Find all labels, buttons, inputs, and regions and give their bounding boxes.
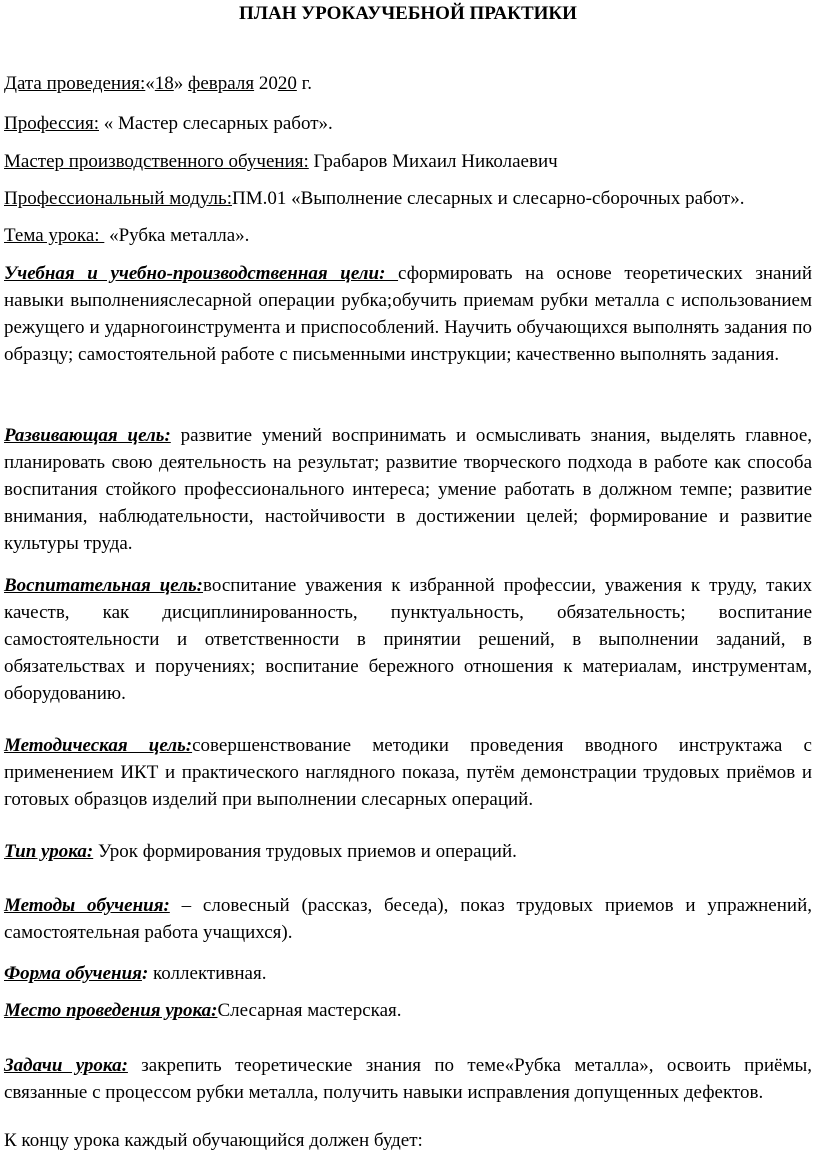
lesson-type-text: Урок формирования трудовых приемов и операций. [93,841,517,862]
tasks-text: закрепить теоретические знания по теме«Рубка металла», освоить приёмы, связанные с процессом рубки металла, получить навыки исправления допущенных дефектов. [4,1055,812,1103]
form-paragraph [4,960,812,987]
upbringing-goal-paragraph [4,572,812,707]
lesson-type-paragraph [4,838,812,865]
date-day: 18 [154,73,174,94]
tasks-paragraph [4,1052,812,1106]
date-year-prefix: 20 [254,73,278,94]
tasks-label: Задачи урока: [4,1055,128,1076]
profession-line [4,110,333,137]
educational-goal-paragraph [4,260,812,368]
master-line [4,148,558,175]
developing-goal-text: развитие умений воспринимать и осмысливать знания, выделять главное, планировать свою деятельность на результат; развитие творческого подхода в работе как способа воспитания стойкого профессионального интереса; умение работать в должном темпе; развитие внимания, наблюдательности, настойчивости в достижении целей; формирование и развитие культуры труда. [4,425,813,554]
page-title: ПЛАН УРОКАУЧЕБНОЙ ПРАКТИКИ [239,3,577,24]
form-text: коллективная. [148,963,267,984]
form-label: Форма обучения [4,963,142,984]
module-value: ПМ.01 «Выполнение слесарных и слесарно-сборочных работ». [231,188,745,209]
profession-value: « Мастер слесарных работ». [99,113,333,134]
teaching-methods-label: Методы обучения: [4,895,170,916]
master-label: Мастер производственного обучения: [4,151,309,172]
closing-line: К концу урока каждый обучающийся должен будет: [4,1130,423,1151]
educational-goal-label: Учебная и учебно-производственная цели: [4,263,399,284]
teaching-methods-text: – словесный (рассказ, беседа), показ трудовых приемов и упражнений, самостоятельная работа учащихся). [4,895,812,943]
educational-goal-text: сформировать на основе теоретических знаний навыки выполненияслесарной операции рубка;обучить приемам рубки металла с использованием режущего и ударногоинструмента и приспособлений. Научить обучающихся выполнять задания по образцу; самостоятельной работе с письменными инструкции; качественно выполнять задания. [4,263,812,365]
teaching-methods-paragraph [4,892,812,946]
lesson-type-label: Тип урока: [4,841,94,862]
master-value: Грабаров Михаил Николаевич [308,151,558,172]
methodical-goal-label: Методическая цель: [4,735,193,756]
date-year-suffix: 20 [277,73,297,94]
topic-value: «Рубка металла». [104,225,250,246]
date-quote-close: » [173,73,184,94]
developing-goal-label: Развивающая цель: [4,425,171,446]
upbringing-goal-label: Воспитательная цель: [4,575,204,596]
date-end: г. [296,73,312,94]
topic-line [4,222,249,249]
module-label: Профессиональный модуль: [4,188,232,209]
methodical-goal-paragraph [4,732,812,813]
form-colon: : [141,963,149,984]
date-month: февраля [188,73,255,94]
date-label: Дата проведения: [4,73,146,94]
developing-goal-paragraph [4,422,812,557]
place-label: Место проведения урока: [4,1000,218,1021]
place-text: Слесарная мастерская. [217,1000,402,1021]
topic-label: Тема урока: [4,225,105,246]
profession-label: Профессия: [4,113,99,134]
date-quote-open: « [145,73,155,94]
date-line [4,70,312,97]
upbringing-goal-text: воспитание уважения к избранной профессии, уважения к труду, таких качеств, как дисциплинированность, пунктуальность, обязательность; воспитание самостоятельности и ответственности в принятии решений, в выполнении заданий, в обязательствах и поручениях; воспитание бережного отношения к материалам, инструментам, оборудованию. [4,575,812,704]
module-line [4,185,744,212]
place-paragraph [4,997,812,1024]
methodical-goal-text: совершенствование методики проведения вводного инструктажа с применением ИКТ и практического наглядного показа, путём демонстрации трудовых приёмов и готовых образцов изделий при выполнении слесарных операций. [4,735,812,810]
